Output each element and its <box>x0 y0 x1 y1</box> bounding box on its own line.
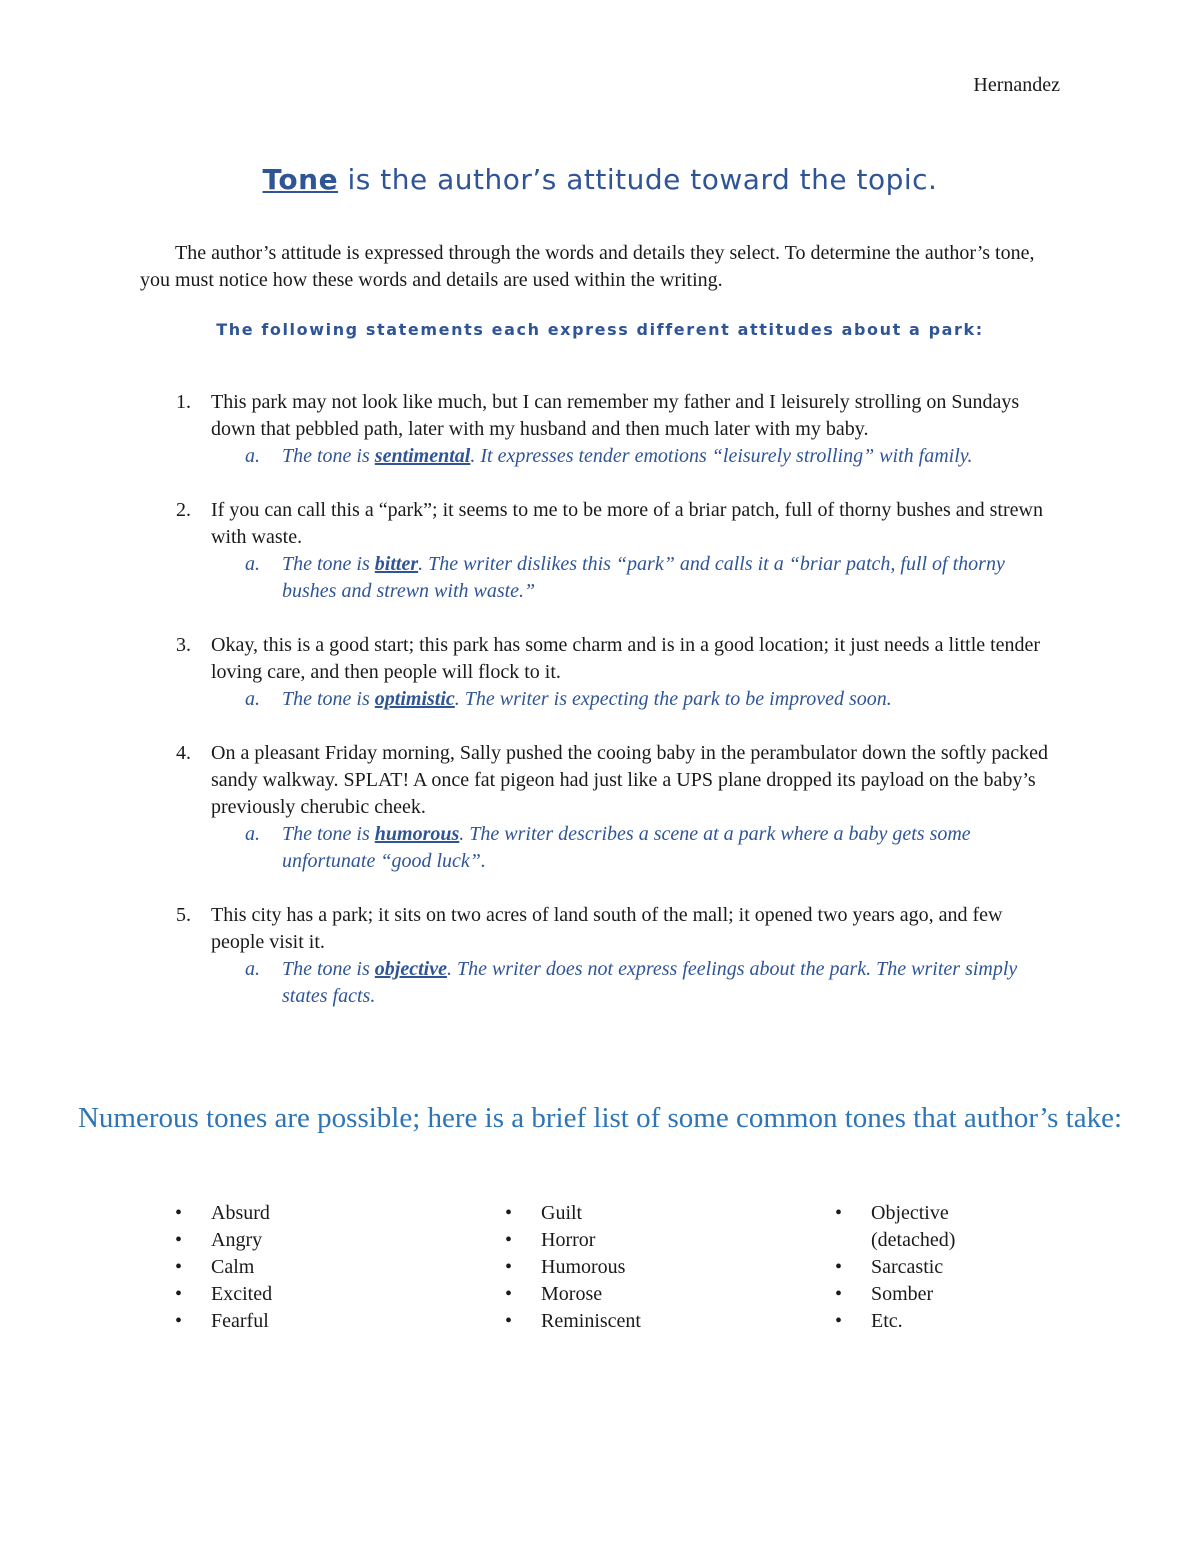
tone-label: Calm <box>211 1256 255 1278</box>
tone-word: humorous <box>374 823 460 845</box>
answer-prefix: The tone is <box>282 445 375 467</box>
statement-number: 2. <box>176 499 191 521</box>
tone-list-item <box>505 1254 745 1281</box>
answer-explanation: . It expresses tender emotions “leisurely strolling” with family. <box>470 445 973 467</box>
tone-label: Reminiscent <box>541 1310 641 1332</box>
tone-list-item <box>175 1200 415 1227</box>
tone-label: Morose <box>541 1283 603 1305</box>
statement-item <box>140 389 1060 470</box>
bullet-icon: • <box>835 1202 843 1224</box>
tone-list-item <box>835 1254 1005 1281</box>
statement-text: On a pleasant Friday morning, Sally pushed the cooing baby in the perambulator down the softly packed sandy walkway. SPLAT! A once fat pigeon had just like a UPS plane dropped its payload on the baby’s previously cherubic cheek. <box>211 742 1049 818</box>
statement-text: Okay, this is a good start; this park has some charm and is in a good location; it just needs a little tender loving care, and then people will flock to it. <box>211 634 1041 683</box>
statement-answer <box>211 551 1060 605</box>
tone-word: sentimental <box>374 445 471 467</box>
tone-list-item <box>505 1281 745 1308</box>
tone-label: Guilt <box>541 1202 583 1224</box>
bullet-icon: • <box>835 1283 843 1305</box>
answer-explanation: . The writer does not express feelings about the park. The writer simply states facts. <box>282 958 1018 1007</box>
tone-label: Objective (detached) <box>871 1202 956 1251</box>
statement-item <box>140 632 1060 713</box>
statement-answer <box>211 956 1060 1010</box>
bullet-icon: • <box>175 1229 183 1251</box>
statement-number: 4. <box>176 742 191 764</box>
answer-letter: a. <box>245 445 260 467</box>
answer-explanation: . The writer is expecting the park to be improved soon. <box>454 688 892 710</box>
tone-label: Etc. <box>871 1310 903 1332</box>
header-author-name: Hernandez <box>973 74 1060 96</box>
tone-list-item <box>505 1308 745 1335</box>
tone-list-item <box>175 1281 415 1308</box>
statement-text: If you can call this a “park”; it seems to me to be more of a briar patch, full of thorny bushes and strewn with waste. <box>211 499 1043 548</box>
answer-prefix: The tone is <box>282 823 375 845</box>
statements-heading: The following statements each express different attitudes about a park: <box>216 320 984 339</box>
bullet-icon: • <box>505 1310 513 1332</box>
tone-label: Sarcastic <box>871 1256 944 1278</box>
statement-answer <box>211 443 1060 470</box>
bullet-icon: • <box>505 1202 513 1224</box>
tone-list-item <box>175 1227 415 1254</box>
answer-prefix: The tone is <box>282 688 375 710</box>
bullet-icon: • <box>835 1256 843 1278</box>
tone-label: Excited <box>211 1283 273 1305</box>
answer-letter: a. <box>245 688 260 710</box>
statement-number: 3. <box>176 634 191 656</box>
tones-column-1 <box>175 1200 415 1335</box>
bullet-icon: • <box>175 1310 183 1332</box>
statement-answer <box>211 821 1060 875</box>
answer-prefix: The tone is <box>282 958 375 980</box>
bullet-icon: • <box>175 1256 183 1278</box>
bullet-icon: • <box>505 1229 513 1251</box>
tones-column-2 <box>505 1200 745 1335</box>
tone-word: bitter <box>374 553 419 575</box>
tone-word: objective <box>374 958 447 980</box>
tone-list-item <box>175 1308 415 1335</box>
tone-label: Humorous <box>541 1256 626 1278</box>
bullet-icon: • <box>505 1256 513 1278</box>
bullet-icon: • <box>175 1202 183 1224</box>
tones-column-3 <box>835 1200 1005 1335</box>
tone-list-item <box>835 1200 1005 1254</box>
bullet-icon: • <box>835 1310 843 1332</box>
tone-label: Horror <box>541 1229 596 1251</box>
tone-label: Angry <box>211 1229 263 1251</box>
page-title <box>0 163 1200 196</box>
answer-explanation: . The writer dislikes this “park” and calls it a “briar patch, full of thorny bushes and strewn with waste.” <box>282 553 1005 602</box>
tone-list-item <box>835 1281 1005 1308</box>
tone-label: Absurd <box>211 1202 270 1224</box>
title-rest: is the author’s attitude toward the topic. <box>338 163 938 196</box>
tone-list-item <box>505 1227 745 1254</box>
statement-answer <box>211 686 1060 713</box>
statement-item <box>140 740 1060 875</box>
statements-list <box>140 389 1060 1010</box>
statement-text: This park may not look like much, but I can remember my father and I leisurely strolling on Sundays down that pebbled path, later with my husband and then much later with my baby. <box>211 391 1020 440</box>
tone-list-item <box>175 1254 415 1281</box>
tone-label: Fearful <box>211 1310 269 1332</box>
statement-number: 1. <box>176 391 191 413</box>
answer-letter: a. <box>245 553 260 575</box>
title-term: Tone <box>262 163 339 196</box>
tone-word: optimistic <box>374 688 455 710</box>
answer-letter: a. <box>245 958 260 980</box>
bullet-icon: • <box>505 1283 513 1305</box>
intro-paragraph <box>140 240 1060 294</box>
bullet-icon: • <box>175 1283 183 1305</box>
statement-item <box>140 497 1060 605</box>
statement-item <box>140 902 1060 1010</box>
answer-prefix: The tone is <box>282 553 375 575</box>
answer-explanation: . The writer describes a scene at a park where a baby gets some unfortunate “good luck”. <box>282 823 971 872</box>
tone-list-item <box>505 1200 745 1227</box>
statement-number: 5. <box>176 904 191 926</box>
answer-letter: a. <box>245 823 260 845</box>
tones-list-heading: Numerous tones are possible; here is a brief list of some common tones that author’s take: <box>77 1102 1123 1134</box>
tone-list-item <box>835 1308 1005 1335</box>
intro-text: The author’s attitude is expressed through the words and details they select. To determine the author’s tone, you must notice how these words and details are used within the writing. <box>140 242 1035 291</box>
statement-text: This city has a park; it sits on two acres of land south of the mall; it opened two years ago, and few people visit it. <box>211 904 1003 953</box>
tone-label: Somber <box>871 1283 934 1305</box>
